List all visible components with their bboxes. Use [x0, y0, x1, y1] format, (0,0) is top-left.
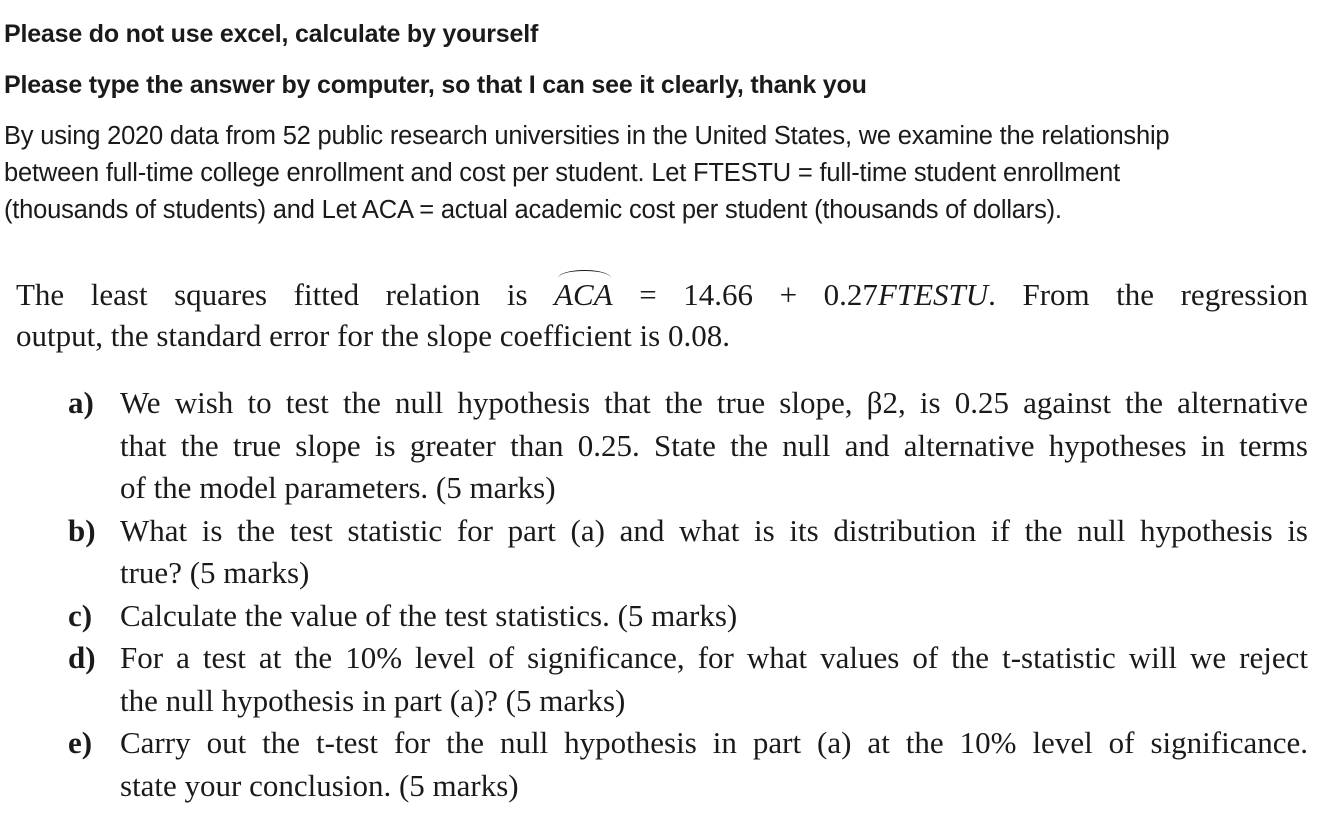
part-label: b) [68, 512, 96, 548]
notice-type-answer: Please type the answer by computer, so that I can see it clearly, thank you [4, 71, 867, 99]
part-line: Calculate the value of the test statistics. (5 marks) [120, 597, 738, 633]
intro-line: By using 2020 data from 52 public research universities in the United States, we examine the relationship [4, 122, 1170, 150]
equation-lead-text: The least squares fitted relation is [16, 277, 528, 312]
part-line: For a test at the 10% level of significance, for what values of the t-statistic will we reject [120, 640, 1308, 675]
equation-slope: 0.27 [823, 277, 878, 312]
part-label: e) [68, 725, 93, 760]
equation-plus: + [779, 277, 798, 312]
problem-line-std-error: output, the standard error for the slope coefficient is 0.08. [16, 318, 730, 353]
equation-regressor: FTESTU [877, 277, 989, 312]
part-label: d) [68, 640, 96, 675]
part-line: that the true slope is greater than 0.25. State the null and alternative hypotheses in terms [120, 427, 1308, 463]
question-part-e [68, 722, 1308, 807]
problem-line-equation [16, 274, 1308, 315]
part-label: a) [68, 385, 94, 420]
part-line: state your conclusion. (5 marks) [120, 767, 519, 803]
part-line: Carry out the t-test for the null hypothesis in part (a) at the 10% level of significance. [120, 725, 1308, 760]
part-line: the null hypothesis in part (a)? (5 marks) [120, 682, 626, 718]
part-line: What is the test statistic for part (a) and what is its distribution if the null hypothesis is [120, 512, 1308, 548]
problem-statement [16, 274, 1308, 356]
question-part-b [68, 510, 1308, 595]
equation-intercept: 14.66 [683, 277, 754, 312]
part-line: of the model parameters. (5 marks) [120, 470, 556, 505]
equation-lhs-hat: ACA [554, 274, 613, 315]
question-part-a [68, 382, 1308, 510]
part-label: c) [68, 597, 93, 633]
intro-line: (thousands of students) and Let ACA = actual academic cost per student (thousands of dollars). [4, 196, 1062, 224]
equation-equals: = [639, 277, 657, 312]
question-part-c [68, 595, 1308, 638]
part-line: We wish to test the null hypothesis that the true slope, β2, is 0.25 against the alternative [120, 385, 1308, 420]
question-part-d [68, 637, 1308, 722]
notice-no-excel: Please do not use excel, calculate by yourself [4, 20, 539, 48]
question-parts-list [68, 382, 1308, 807]
intro-line: between full-time college enrollment and cost per student. Let FTESTU = full-time student enrollment [4, 159, 1121, 187]
equation-tail-text: . From the regression [988, 277, 1309, 312]
part-line: true? (5 marks) [120, 555, 310, 590]
intro-paragraph [4, 118, 1314, 229]
